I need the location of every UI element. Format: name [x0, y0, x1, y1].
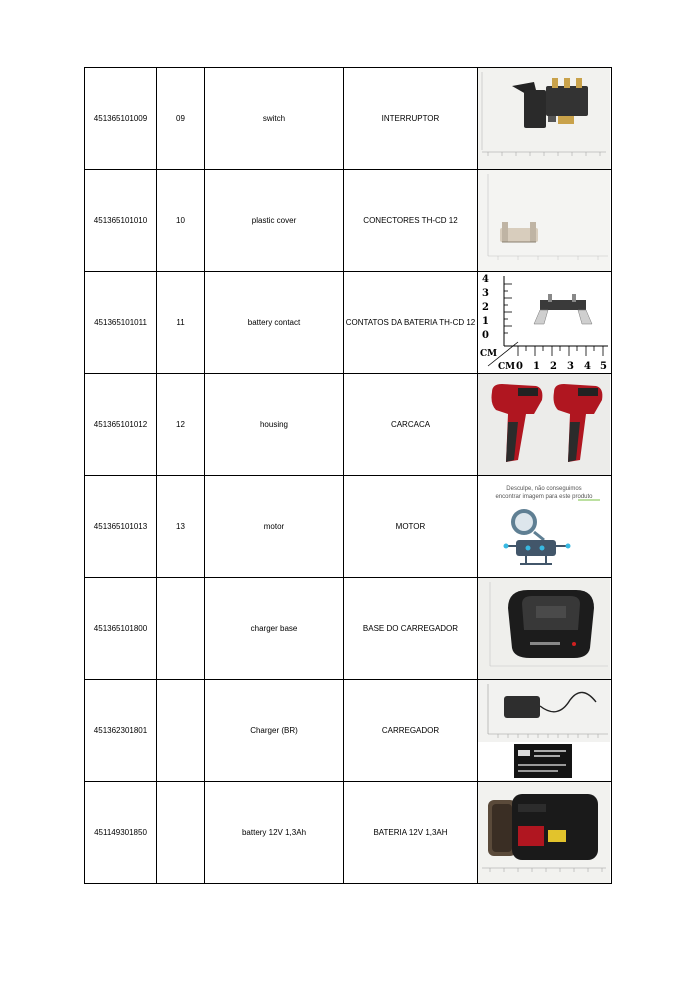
plastic-cover-photo: [478, 170, 610, 271]
charger-photo: [478, 680, 610, 781]
ruler-label: 3: [482, 288, 489, 299]
ruler-label: 3: [567, 361, 574, 372]
placeholder-text: encontrar imagem para este produto: [495, 494, 593, 500]
table-row: [85, 476, 612, 578]
ruler-label: 1: [533, 361, 540, 372]
part-number: 451365101012: [85, 374, 157, 476]
ruler-unit: CM: [480, 349, 498, 359]
position-number: [157, 578, 205, 680]
table-row: [85, 680, 612, 782]
position-number: 11: [157, 272, 205, 374]
description-pt: CARREGADOR: [344, 680, 478, 782]
position-number: [157, 680, 205, 782]
description-en: battery 12V 1,3Ah: [205, 782, 344, 884]
part-number: 451362301801: [85, 680, 157, 782]
battery-photo: [478, 782, 610, 883]
battery-contact-photo: [478, 272, 610, 373]
position-number: 10: [157, 170, 205, 272]
description-pt: BASE DO CARREGADOR: [344, 578, 478, 680]
no-image-placeholder: [478, 476, 610, 577]
placeholder-text: Desculpe, não conseguimos: [506, 486, 582, 492]
part-number: 451365101800: [85, 578, 157, 680]
table-row: [85, 782, 612, 884]
part-number: 451365101013: [85, 476, 157, 578]
description-en: motor: [205, 476, 344, 578]
ruler-label: 2: [482, 302, 489, 313]
part-number: 451149301850: [85, 782, 157, 884]
spare-parts-table: [84, 67, 612, 884]
ruler-label: 5: [600, 361, 607, 372]
description-pt: INTERRUPTOR: [344, 68, 478, 170]
table-row: [85, 578, 612, 680]
description-en: plastic cover: [205, 170, 344, 272]
ruler-label: 4: [584, 361, 591, 372]
description-pt: CONTATOS DA BATERIA TH-CD 12: [344, 272, 478, 374]
table-row: [85, 374, 612, 476]
table-row: [85, 170, 612, 272]
part-number: 451365101010: [85, 170, 157, 272]
position-number: 13: [157, 476, 205, 578]
description-en: housing: [205, 374, 344, 476]
description-en: battery contact: [205, 272, 344, 374]
ruler-label: 2: [550, 361, 557, 372]
position-number: [157, 782, 205, 884]
description-pt: MOTOR: [344, 476, 478, 578]
ruler-label: 0: [482, 330, 489, 341]
position-number: 09: [157, 68, 205, 170]
description-en: charger base: [205, 578, 344, 680]
part-number: 451365101011: [85, 272, 157, 374]
table-row: [85, 68, 612, 170]
charger-base-photo: [478, 578, 610, 679]
ruler-label: 0: [516, 361, 523, 372]
switch-photo: [478, 68, 610, 169]
housing-photo: [478, 374, 610, 475]
part-number: 451365101009: [85, 68, 157, 170]
description-en: switch: [205, 68, 344, 170]
description-pt: BATERIA 12V 1,3AH: [344, 782, 478, 884]
ruler-label: 1: [482, 316, 489, 327]
description-pt: CONECTORES TH-CD 12: [344, 170, 478, 272]
description-pt: CARCACA: [344, 374, 478, 476]
ruler-label: 4: [482, 274, 489, 285]
ruler-unit: CM: [498, 362, 516, 372]
position-number: 12: [157, 374, 205, 476]
description-en: Charger (BR): [205, 680, 344, 782]
table-row: [85, 272, 612, 374]
